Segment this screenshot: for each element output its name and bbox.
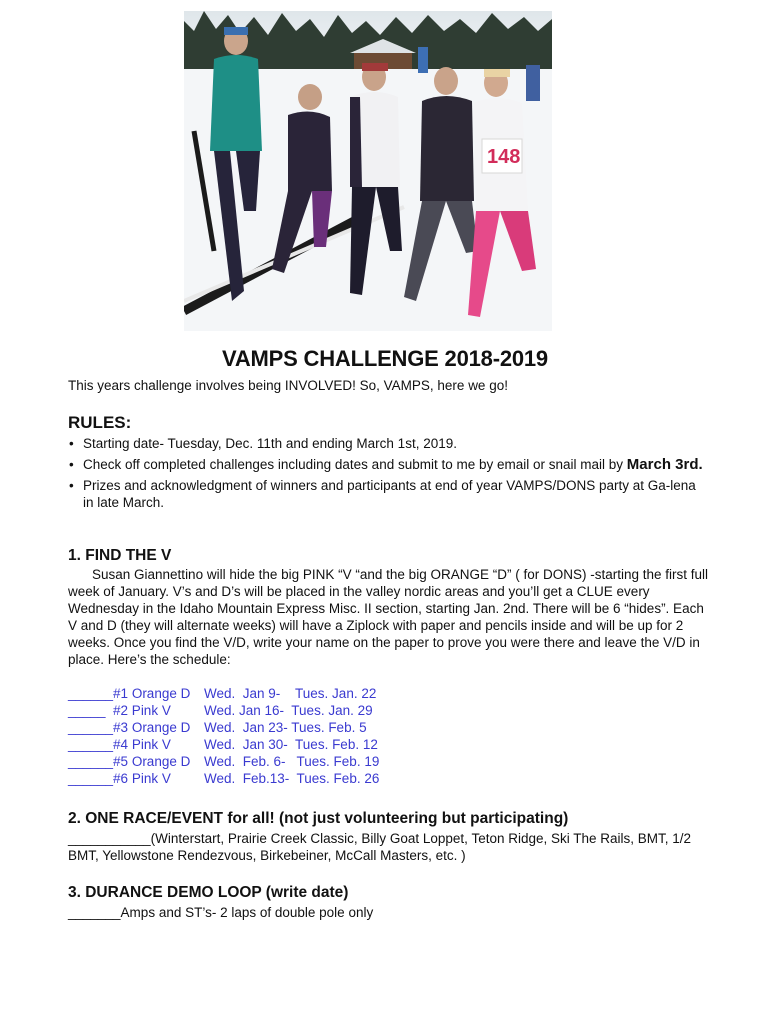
section3-body: _______Amps and ST’s- 2 laps of double pole only xyxy=(68,905,374,920)
section1-heading: 1. FIND THE V xyxy=(68,547,172,564)
rules-item xyxy=(68,435,708,452)
rules-deadline: March 3rd. xyxy=(626,456,703,473)
schedule-dates: Wed. Jan 9- Tues. Jan. 22 xyxy=(204,686,377,701)
group-photo xyxy=(184,11,552,331)
intro-text: This years challenge involves being INVOLVED! So, VAMPS, here we go! xyxy=(68,378,508,393)
schedule-item: ______#5 Orange D xyxy=(68,754,191,769)
schedule-dates: Wed. Feb. 6- Tues. Feb. 19 xyxy=(204,754,380,769)
rules-item xyxy=(68,477,708,511)
schedule-dates: Wed. Feb.13- Tues. Feb. 26 xyxy=(204,771,380,786)
schedule-item: ______#6 Pink V xyxy=(68,771,171,786)
schedule-item: ______#4 Pink V xyxy=(68,737,171,752)
rules-item-text: Prizes and acknowledgment of winners and participants at end of year VAMPS/DONS party at Ga-lena in late March. xyxy=(83,478,696,510)
schedule-item: ______#3 Orange D xyxy=(68,720,191,735)
schedule-item: ______#1 Orange D xyxy=(68,686,191,701)
rules-heading: RULES: xyxy=(68,413,132,432)
schedule-dates: Wed. Jan 23- Tues. Feb. 5 xyxy=(204,720,367,735)
schedule-dates: Wed. Jan 16- Tues. Jan. 29 xyxy=(204,703,373,718)
section2-heading: 2. ONE RACE/EVENT for all! (not just volunteering but participating) xyxy=(68,810,569,827)
rules-item xyxy=(68,456,708,473)
section1-body: Susan Giannettino will hide the big PINK “V “and the big ORANGE “D” ( for DONS) -starting the first full week of January. V’s and D’s will be placed in the valley nordic areas and you’ll get a CLUE every Wednesday in the Idaho Mountain Express Misc. II section, starting Jan. 2nd. There will be 6 “hides”. Each V and D (they will alternate weeks) will have a Ziplock with paper and pencils inside and will be up for 2 weeks. Once you find the V/D, write your name on the paper to prove you were there and leave the V/D in place. Here’s the schedule: xyxy=(68,567,708,667)
section3-heading: 3. DURANCE DEMO LOOP (write date) xyxy=(68,884,349,901)
rules-item-text: Check off completed challenges including dates and submit to me by email or snail mail by xyxy=(83,457,627,472)
group-photo-image xyxy=(184,11,552,331)
svg-text:148: 148 xyxy=(487,146,521,168)
page-title: VAMPS CHALLENGE 2018-2019 xyxy=(222,346,548,371)
section2-body: ___________(Winterstart, Prairie Creek Classic, Billy Goat Loppet, Teton Ridge, Ski The Rails, BMT, 1/2 BMT, Yellowstone Rendezvous, Birkebeiner, McCall Masters, etc. ) xyxy=(68,831,692,863)
schedule-item: _____ #2 Pink V xyxy=(68,703,171,718)
rules-list xyxy=(68,435,708,515)
schedule-dates: Wed. Jan 30- Tues. Feb. 12 xyxy=(204,737,378,752)
rules-item-text: Starting date- Tuesday, Dec. 11th and ending March 1st, 2019. xyxy=(83,436,457,451)
